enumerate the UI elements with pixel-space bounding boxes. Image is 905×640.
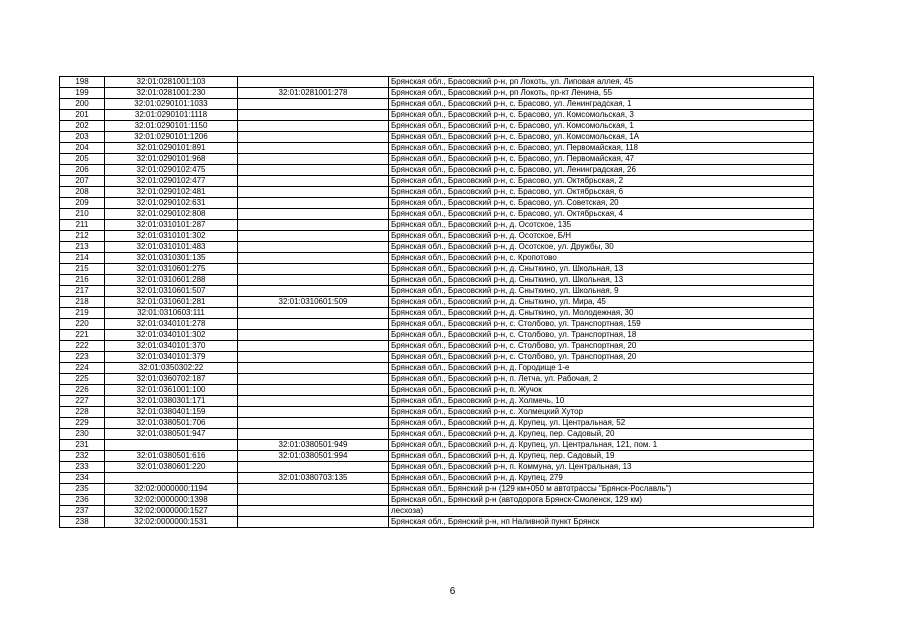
cadastral-number-cell: 32:01:0290101:968 (105, 154, 238, 165)
address-cell: Брянская обл., Брасовский р-н, с. Брасово, ул. Октябрьская, 4 (389, 209, 814, 220)
table-row (60, 88, 814, 99)
cadastral-number-cell: 32:01:0281001:103 (105, 77, 238, 88)
linked-cadastral-number-cell (238, 330, 389, 341)
cadastral-number-cell: 32:01:0310301:135 (105, 253, 238, 264)
linked-cadastral-number-cell (238, 143, 389, 154)
cadastral-number-cell: 32:01:0290102:475 (105, 165, 238, 176)
table-row (60, 363, 814, 374)
linked-cadastral-number-cell (238, 341, 389, 352)
table-body (60, 77, 814, 528)
cadastral-number-cell: 32:01:0290101:1033 (105, 99, 238, 110)
linked-cadastral-number-cell (238, 396, 389, 407)
table-row (60, 374, 814, 385)
row-number-cell: 226 (60, 385, 105, 396)
linked-cadastral-number-cell (238, 418, 389, 429)
table-row (60, 429, 814, 440)
row-number-cell: 199 (60, 88, 105, 99)
linked-cadastral-number-cell (238, 286, 389, 297)
row-number-cell: 218 (60, 297, 105, 308)
address-cell: Брянская обл., Брасовский р-н, п. Летча, ул. Рабочая, 2 (389, 374, 814, 385)
cadastral-number-cell: 32:01:0290101:1118 (105, 110, 238, 121)
linked-cadastral-number-cell (238, 253, 389, 264)
cadastral-number-cell: 32:01:0310101:483 (105, 242, 238, 253)
address-cell: Брянская обл., Брасовский р-н, д. Сныткино, ул. Школьная, 13 (389, 264, 814, 275)
address-cell: Брянская обл., Брасовский р-н, с. Брасово, ул. Октябрьская, 6 (389, 187, 814, 198)
cadastral-number-cell: 32:02:0000000:1398 (105, 495, 238, 506)
cadastral-number-cell: 32:01:0380501:706 (105, 418, 238, 429)
cadastral-number-cell: 32:01:0290102:808 (105, 209, 238, 220)
address-cell: Брянская обл., Брасовский р-н, д. Крупец, ул. Центральная, 52 (389, 418, 814, 429)
cadastral-number-cell: 32:01:0290101:1150 (105, 121, 238, 132)
table-row (60, 352, 814, 363)
address-cell: Брянская обл., Брасовский р-н, с. Кропотово (389, 253, 814, 264)
cadastral-number-cell: 32:01:0281001:230 (105, 88, 238, 99)
linked-cadastral-number-cell (238, 484, 389, 495)
table-row (60, 187, 814, 198)
row-number-cell: 210 (60, 209, 105, 220)
linked-cadastral-number-cell (238, 165, 389, 176)
address-cell: Брянская обл., Брасовский р-н, с. Столбово, ул. Транспортная, 18 (389, 330, 814, 341)
row-number-cell: 236 (60, 495, 105, 506)
address-cell: Брянская обл., Брасовский р-н, д. Крупец, ул. Центральная, 121, пом. 1 (389, 440, 814, 451)
linked-cadastral-number-cell (238, 374, 389, 385)
address-cell: Брянская обл., Брасовский р-н, с. Брасово, ул. Комсомольская, 1 (389, 121, 814, 132)
address-cell: Брянская обл., Брасовский р-н, д. Городище 1-е (389, 363, 814, 374)
linked-cadastral-number-cell: 32:01:0281001:278 (238, 88, 389, 99)
linked-cadastral-number-cell (238, 319, 389, 330)
table-row (60, 242, 814, 253)
address-cell: Брянская обл., Брасовский р-н, д. Сныткино, ул. Школьная, 9 (389, 286, 814, 297)
cadastral-number-cell: 32:01:0290102:477 (105, 176, 238, 187)
linked-cadastral-number-cell (238, 99, 389, 110)
cadastral-number-cell: 32:01:0310603:111 (105, 308, 238, 319)
address-cell: Брянская обл., Брянский р-н (автодорога Брянск-Смоленск, 129 км) (389, 495, 814, 506)
cadastral-number-cell: 32:01:0310601:275 (105, 264, 238, 275)
cadastral-number-cell: 32:01:0290101:891 (105, 143, 238, 154)
address-cell: Брянская обл., Брасовский р-н, с. Брасово, ул. Первомайская, 118 (389, 143, 814, 154)
linked-cadastral-number-cell (238, 231, 389, 242)
linked-cadastral-number-cell (238, 132, 389, 143)
table-row (60, 418, 814, 429)
address-cell: Брянская обл., Брасовский р-н, д. Крупец, 279 (389, 473, 814, 484)
linked-cadastral-number-cell (238, 275, 389, 286)
linked-cadastral-number-cell (238, 176, 389, 187)
row-number-cell: 231 (60, 440, 105, 451)
row-number-cell: 216 (60, 275, 105, 286)
address-cell: Брянская обл., Брасовский р-н, д. Сныткино, ул. Школьная, 13 (389, 275, 814, 286)
address-cell: Брянская обл., Брасовский р-н, д. Осотское, Б/Н (389, 231, 814, 242)
address-cell: лесхоза) (389, 506, 814, 517)
address-cell: Брянская обл., Брасовский р-н, с. Брасово, ул. Советская, 20 (389, 198, 814, 209)
address-cell: Брянская обл., Брасовский р-н, с. Столбово, ул. Транспортная, 20 (389, 352, 814, 363)
address-cell: Брянская обл., Брасовский р-н, с. Столбово, ул. Транспортная, 20 (389, 341, 814, 352)
address-cell: Брянская обл., Брасовский р-н, с. Брасово, ул. Октябрьская, 2 (389, 176, 814, 187)
row-number-cell: 221 (60, 330, 105, 341)
row-number-cell: 198 (60, 77, 105, 88)
table-row (60, 176, 814, 187)
row-number-cell: 214 (60, 253, 105, 264)
row-number-cell: 233 (60, 462, 105, 473)
row-number-cell: 227 (60, 396, 105, 407)
row-number-cell: 208 (60, 187, 105, 198)
linked-cadastral-number-cell (238, 462, 389, 473)
linked-cadastral-number-cell (238, 495, 389, 506)
row-number-cell: 200 (60, 99, 105, 110)
table-row (60, 396, 814, 407)
cadastral-number-cell: 32:01:0380501:947 (105, 429, 238, 440)
table-row (60, 462, 814, 473)
row-number-cell: 223 (60, 352, 105, 363)
cadastral-number-cell: 32:01:0380601:220 (105, 462, 238, 473)
cadastral-number-cell: 32:01:0340101:379 (105, 352, 238, 363)
cadastral-number-cell: 32:01:0290101:1206 (105, 132, 238, 143)
cadastral-number-cell: 32:01:0310601:507 (105, 286, 238, 297)
linked-cadastral-number-cell (238, 154, 389, 165)
row-number-cell: 235 (60, 484, 105, 495)
linked-cadastral-number-cell: 32:01:0310601:509 (238, 297, 389, 308)
cadastral-number-cell: 32:01:0350302:22 (105, 363, 238, 374)
address-cell: Брянская обл., Брасовский р-н, с. Брасово, ул. Комсомольская, 1А (389, 132, 814, 143)
table-row (60, 473, 814, 484)
row-number-cell: 232 (60, 451, 105, 462)
linked-cadastral-number-cell (238, 121, 389, 132)
table-row (60, 330, 814, 341)
cadastral-number-cell: 32:01:0290102:481 (105, 187, 238, 198)
row-number-cell: 205 (60, 154, 105, 165)
cadastral-number-cell: 32:01:0310601:281 (105, 297, 238, 308)
row-number-cell: 224 (60, 363, 105, 374)
table-row (60, 275, 814, 286)
table-row (60, 385, 814, 396)
cadastral-number-cell: 32:01:0310101:302 (105, 231, 238, 242)
cadastral-number-cell: 32:01:0340101:302 (105, 330, 238, 341)
cadastral-number-cell: 32:01:0290102:631 (105, 198, 238, 209)
table-row (60, 253, 814, 264)
table-row (60, 297, 814, 308)
address-cell: Брянская обл., Брасовский р-н, с. Брасово, ул. Комсомольская, 3 (389, 110, 814, 121)
address-cell: Брянская обл., Брянский р-н, нп Наливной пункт Брянск (389, 517, 814, 528)
table-row (60, 198, 814, 209)
address-cell: Брянская обл., Брасовский р-н, д. Холмечь, 10 (389, 396, 814, 407)
row-number-cell: 211 (60, 220, 105, 231)
table-row (60, 495, 814, 506)
linked-cadastral-number-cell (238, 220, 389, 231)
table-row (60, 143, 814, 154)
cadastral-number-cell: 32:01:0360702:187 (105, 374, 238, 385)
linked-cadastral-number-cell (238, 264, 389, 275)
cadastral-number-cell: 32:02:0000000:1194 (105, 484, 238, 495)
row-number-cell: 207 (60, 176, 105, 187)
row-number-cell: 209 (60, 198, 105, 209)
address-cell: Брянская обл., Брасовский р-н, д. Сныткино, ул. Мира, 45 (389, 297, 814, 308)
table-row (60, 110, 814, 121)
row-number-cell: 222 (60, 341, 105, 352)
address-cell: Брянская обл., Брасовский р-н, с. Брасово, ул. Ленинградская, 26 (389, 165, 814, 176)
row-number-cell: 202 (60, 121, 105, 132)
cadastral-number-cell: 32:01:0310601:288 (105, 275, 238, 286)
linked-cadastral-number-cell (238, 308, 389, 319)
table-row (60, 165, 814, 176)
linked-cadastral-number-cell (238, 517, 389, 528)
table-row (60, 451, 814, 462)
table-row (60, 121, 814, 132)
linked-cadastral-number-cell (238, 506, 389, 517)
address-cell: Брянская обл., Брасовский р-н, с. Брасово, ул. Первомайская, 47 (389, 154, 814, 165)
table-row (60, 407, 814, 418)
row-number-cell: 213 (60, 242, 105, 253)
row-number-cell: 215 (60, 264, 105, 275)
page-number: 6 (449, 586, 456, 597)
table-row (60, 341, 814, 352)
address-cell: Брянская обл., Брасовский р-н, рп Локоть, ул. Липовая аллея, 45 (389, 77, 814, 88)
address-cell: Брянская обл., Брасовский р-н, д. Крупец, пер. Садовый, 19 (389, 451, 814, 462)
address-cell: Брянская обл., Брасовский р-н, д. Осотское, 135 (389, 220, 814, 231)
address-cell: Брянская обл., Брасовский р-н, п. Коммуна, ул. Центральная, 13 (389, 462, 814, 473)
cadastral-number-cell (105, 473, 238, 484)
linked-cadastral-number-cell (238, 198, 389, 209)
cadastral-number-cell: 32:01:0340101:370 (105, 341, 238, 352)
linked-cadastral-number-cell (238, 363, 389, 374)
linked-cadastral-number-cell (238, 242, 389, 253)
row-number-cell: 206 (60, 165, 105, 176)
table-row (60, 517, 814, 528)
row-number-cell: 228 (60, 407, 105, 418)
linked-cadastral-number-cell (238, 209, 389, 220)
row-number-cell: 220 (60, 319, 105, 330)
linked-cadastral-number-cell (238, 352, 389, 363)
table-row (60, 77, 814, 88)
table-row (60, 209, 814, 220)
cadastral-number-cell (105, 440, 238, 451)
linked-cadastral-number-cell: 32:01:0380501:949 (238, 440, 389, 451)
row-number-cell: 238 (60, 517, 105, 528)
cadastral-number-cell: 32:01:0361001:100 (105, 385, 238, 396)
address-cell: Брянская обл., Брасовский р-н, с. Брасово, ул. Ленинградская, 1 (389, 99, 814, 110)
table-row (60, 264, 814, 275)
table-row (60, 286, 814, 297)
row-number-cell: 203 (60, 132, 105, 143)
cadastral-number-cell: 32:01:0340101:278 (105, 319, 238, 330)
property-registry-table (59, 76, 814, 528)
linked-cadastral-number-cell (238, 187, 389, 198)
row-number-cell: 229 (60, 418, 105, 429)
linked-cadastral-number-cell (238, 110, 389, 121)
row-number-cell: 219 (60, 308, 105, 319)
address-cell: Брянская обл., Брасовский р-н, д. Осотское, ул. Дружбы, 30 (389, 242, 814, 253)
row-number-cell: 225 (60, 374, 105, 385)
table-row (60, 484, 814, 495)
linked-cadastral-number-cell: 32:01:0380703:135 (238, 473, 389, 484)
row-number-cell: 204 (60, 143, 105, 154)
cadastral-number-cell: 32:01:0310101:287 (105, 220, 238, 231)
table-row (60, 319, 814, 330)
linked-cadastral-number-cell (238, 429, 389, 440)
address-cell: Брянская обл., Брянский р-н (129 км+050 м автотрассы "Брянск-Рославль") (389, 484, 814, 495)
cadastral-number-cell: 32:02:0000000:1531 (105, 517, 238, 528)
table-row (60, 99, 814, 110)
address-cell: Брянская обл., Брасовский р-н, п. Жучок (389, 385, 814, 396)
linked-cadastral-number-cell: 32:01:0380501:994 (238, 451, 389, 462)
row-number-cell: 230 (60, 429, 105, 440)
linked-cadastral-number-cell (238, 77, 389, 88)
address-cell: Брянская обл., Брасовский р-н, рп Локоть, пр-кт Ленина, 55 (389, 88, 814, 99)
linked-cadastral-number-cell (238, 385, 389, 396)
table-row (60, 231, 814, 242)
row-number-cell: 237 (60, 506, 105, 517)
table-row (60, 506, 814, 517)
cadastral-number-cell: 32:01:0380301:171 (105, 396, 238, 407)
address-cell: Брянская обл., Брасовский р-н, д. Крупец, пер. Садовый, 20 (389, 429, 814, 440)
table-row (60, 220, 814, 231)
cadastral-number-cell: 32:01:0380501:616 (105, 451, 238, 462)
address-cell: Брянская обл., Брасовский р-н, с. Столбово, ул. Транспортная, 159 (389, 319, 814, 330)
row-number-cell: 217 (60, 286, 105, 297)
row-number-cell: 212 (60, 231, 105, 242)
cadastral-number-cell: 32:01:0380401:159 (105, 407, 238, 418)
address-cell: Брянская обл., Брасовский р-н, д. Сныткино, ул. Молодежная, 30 (389, 308, 814, 319)
table-row (60, 308, 814, 319)
cadastral-number-cell: 32:02:0000000:1527 (105, 506, 238, 517)
address-cell: Брянская обл., Брасовский р-н, с. Холмецкий Хутор (389, 407, 814, 418)
linked-cadastral-number-cell (238, 407, 389, 418)
table-row (60, 132, 814, 143)
row-number-cell: 201 (60, 110, 105, 121)
table-row (60, 154, 814, 165)
table-row (60, 440, 814, 451)
row-number-cell: 234 (60, 473, 105, 484)
